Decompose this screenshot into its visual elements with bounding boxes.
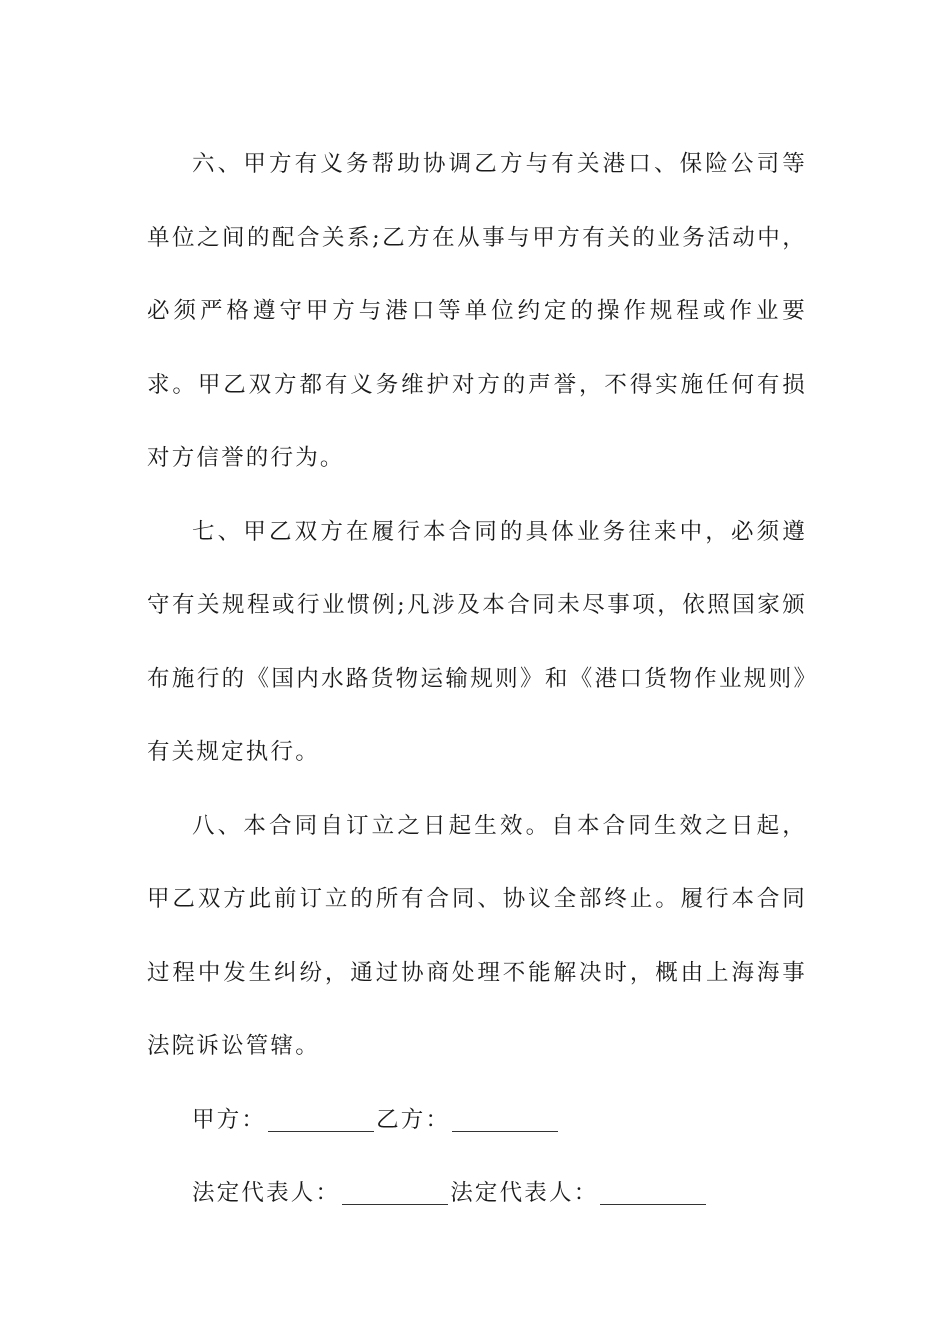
rep-a-blank (342, 1203, 448, 1205)
party-a-label: 甲方： (192, 1106, 267, 1133)
party-b-label: 乙方： (376, 1106, 451, 1133)
rep-b-label: 法定代表人： (450, 1180, 599, 1206)
document-body (147, 128, 807, 1231)
legal-representative-line (147, 1157, 807, 1231)
clause-seven-paragraph: 七、甲乙双方在履行本合同的具体业务往来中，必须遵守有关规程或行业惯例;凡涉及本合同未尽事项，依照国家颁布施行的《国内水路货物运输规则》和《港口货物作业规则》有关规定执行。 (147, 518, 807, 765)
clause-eight-paragraph: 八、本合同自订立之日起生效。自本合同生效之日起，甲乙双方此前订立的所有合同、协议全部终止。履行本合同过程中发生纠纷，通过协商处理不能解决时，概由上海海事法院诉讼管辖。 (147, 812, 807, 1059)
clause-six-paragraph: 六、甲方有义务帮助协调乙方与有关港口、保险公司等单位之间的配合关系;乙方在从事与甲方有关的业务活动中，必须严格遵守甲方与港口等单位约定的操作规程或作业要求。甲乙双方都有义务维护对方的声誉，不得实施任何有损对方信誉的行为。 (147, 151, 807, 471)
party-b-blank (452, 1130, 558, 1132)
party-a-blank (268, 1130, 374, 1132)
rep-a-label: 法定代表人： (192, 1180, 341, 1206)
rep-b-blank (600, 1203, 706, 1205)
party-signature-line (147, 1084, 807, 1158)
